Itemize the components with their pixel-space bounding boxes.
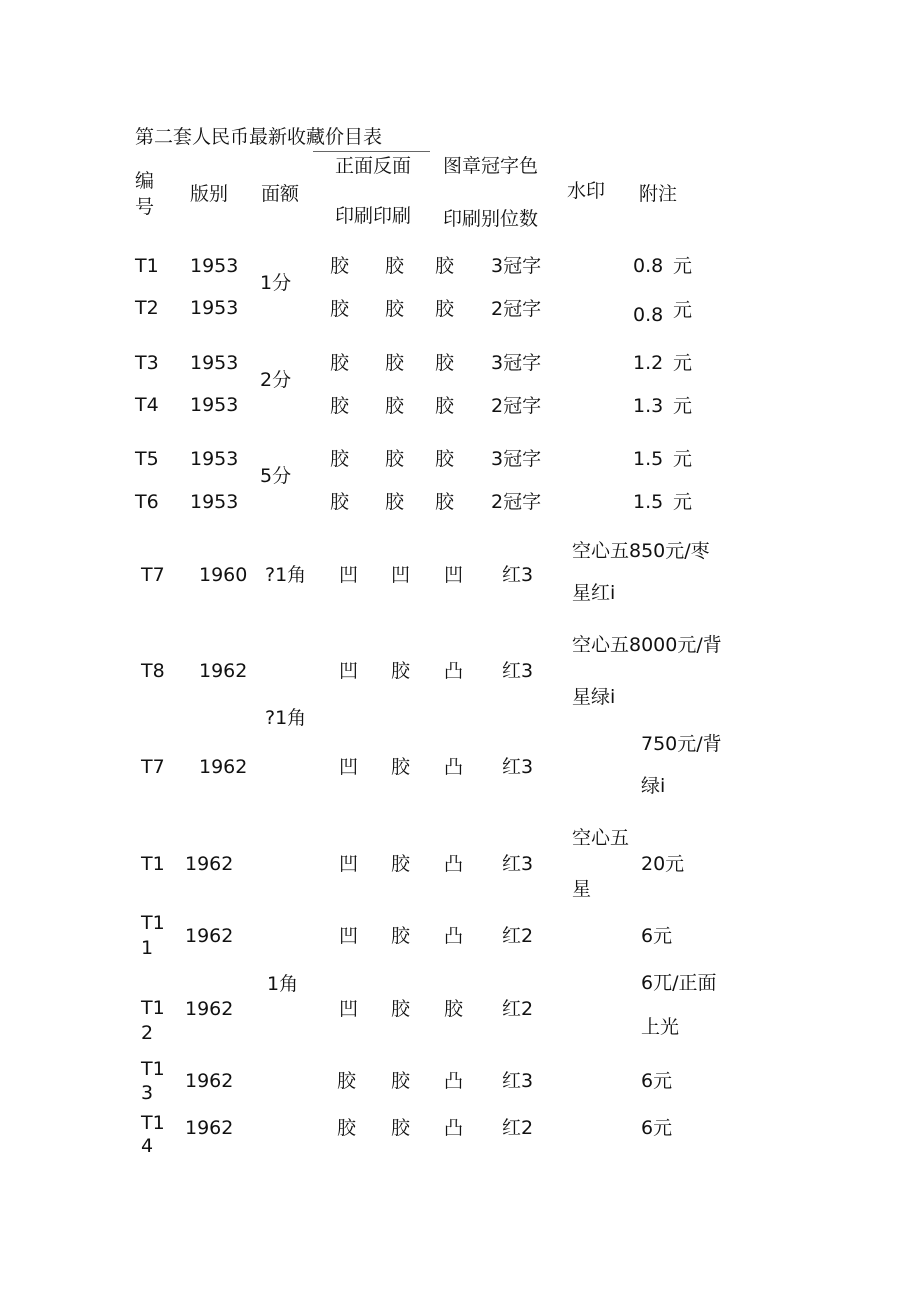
cell-edition: 1962 <box>185 925 234 947</box>
cell-no: T3 <box>135 352 159 374</box>
cell-back: 胶 <box>385 298 405 320</box>
cell-unit: 元 <box>673 255 693 277</box>
cell-front: 凹 <box>339 660 359 682</box>
cell-prefix: 红3 <box>502 853 534 875</box>
cell-value: 1.5 <box>633 491 664 513</box>
cell-no: T7 <box>141 564 165 586</box>
cell-front: 胶 <box>330 352 350 374</box>
cell-note: 6元 <box>641 925 673 947</box>
denomination-2fen: 2分 <box>260 369 292 391</box>
cell-no: T7 <box>141 756 165 778</box>
cell-prefix: 红3 <box>502 1070 534 1092</box>
cell-back: 胶 <box>391 998 411 1020</box>
cell-seal: 胶 <box>435 298 455 320</box>
cell-front: 胶 <box>330 491 350 513</box>
cell-note-line2: 星红i <box>572 582 616 604</box>
cell-edition: 1953 <box>190 394 239 416</box>
cell-prefix: 3冠字 <box>491 352 542 374</box>
cell-back: 凹 <box>391 564 411 586</box>
cell-no: T1 <box>141 853 165 875</box>
cell-unit: 元 <box>673 352 693 374</box>
cell-no-line1: T1 <box>141 1058 165 1080</box>
cell-note-line1: 空心五850元/枣 <box>572 540 710 562</box>
cell-seal: 凸 <box>444 925 464 947</box>
cell-seal: 胶 <box>435 491 455 513</box>
cell-prefix: 2冠字 <box>491 298 542 320</box>
cell-no-clipped <box>130 1108 170 1157</box>
cell-value: 0.8 <box>633 304 664 326</box>
cell-back: 胶 <box>385 395 405 417</box>
cell-note: 6元 <box>641 1117 673 1139</box>
cell-value: 1.2 <box>633 352 664 374</box>
cell-edition: 1962 <box>199 756 248 778</box>
cell-value: 1.5 <box>633 448 664 470</box>
page-title: 第二套人民币最新收藏价目表 <box>135 126 383 148</box>
cell-edition: 1953 <box>190 297 239 319</box>
cell-prefix: 3冠字 <box>491 448 542 470</box>
header-denomination: 面额 <box>261 183 300 205</box>
cell-value: 1.3 <box>633 395 664 417</box>
cell-no: T2 <box>135 297 159 319</box>
cell-prefix: 红2 <box>502 1117 534 1139</box>
cell-value: 0.8 <box>633 255 664 277</box>
cell-edition: 1962 <box>199 660 248 682</box>
cell-back: 胶 <box>391 925 411 947</box>
cell-edition: 1953 <box>190 255 239 277</box>
cell-no-line1: T1 <box>141 912 165 934</box>
cell-note: 20元 <box>641 853 685 875</box>
cell-denomination: ?1角 <box>265 564 307 586</box>
cell-seal: 凸 <box>444 1070 464 1092</box>
header-edition: 版别 <box>190 183 229 205</box>
cell-unit: 元 <box>673 448 693 470</box>
cell-no-line2: 3 <box>141 1082 154 1104</box>
cell-front: 凹 <box>339 998 359 1020</box>
cell-no-line2: 1 <box>141 937 154 959</box>
cell-no-line2: 2 <box>141 1022 154 1044</box>
cell-edition: 1953 <box>190 448 239 470</box>
cell-front: 胶 <box>330 395 350 417</box>
cell-front: 胶 <box>337 1070 357 1092</box>
header-seal-prefix-top: 图章冠字色 <box>443 155 539 177</box>
cell-no: T6 <box>135 491 159 513</box>
cell-unit: 元 <box>673 395 693 417</box>
cell-back: 胶 <box>391 1117 411 1139</box>
cell-prefix: 红3 <box>502 756 534 778</box>
cell-prefix: 红2 <box>502 998 534 1020</box>
cell-watermark-line1: 空心五 <box>572 827 630 849</box>
cell-seal: 凸 <box>444 660 464 682</box>
cell-seal: 胶 <box>435 448 455 470</box>
cell-note-line1: 750元/背 <box>641 733 722 755</box>
cell-note-line2: 绿i <box>641 775 666 797</box>
header-watermark: 水印 <box>567 180 606 202</box>
cell-no: T8 <box>141 660 165 682</box>
cell-edition: 1960 <box>199 564 248 586</box>
cell-edition: 1962 <box>185 998 234 1020</box>
denomination-1fen: 1分 <box>260 272 292 294</box>
cell-back: 胶 <box>391 1070 411 1092</box>
header-no-line1: 编 <box>135 170 155 192</box>
cell-front: 凹 <box>339 925 359 947</box>
cell-seal: 凹 <box>444 564 464 586</box>
cell-front: 胶 <box>330 298 350 320</box>
cell-back: 胶 <box>391 853 411 875</box>
cell-prefix: 红3 <box>502 660 534 682</box>
cell-prefix: 2冠字 <box>491 395 542 417</box>
cell-note-line1: 空心五8000元/背 <box>572 634 722 656</box>
cell-front: 胶 <box>337 1117 357 1139</box>
cell-edition: 1953 <box>190 491 239 513</box>
cell-note-line2: 上光 <box>641 1016 680 1038</box>
cell-edition: 1962 <box>185 1070 234 1092</box>
denomination-1jiao-q: ?1角 <box>265 707 307 729</box>
header-seal-prefix-bottom: 印刷别位数 <box>443 208 539 230</box>
cell-seal: 胶 <box>435 352 455 374</box>
header-front-back-top: 正面反面 <box>335 155 412 177</box>
cell-edition: 1962 <box>185 853 234 875</box>
cell-front: 胶 <box>330 448 350 470</box>
cell-no: T4 <box>135 394 159 416</box>
cell-front: 凹 <box>339 756 359 778</box>
cell-back: 胶 <box>385 352 405 374</box>
cell-no: T5 <box>135 448 159 470</box>
cell-no-line1: T1 <box>141 1112 165 1134</box>
cell-front: 胶 <box>330 255 350 277</box>
cell-unit: 元 <box>673 299 693 321</box>
header-no-line2: 号 <box>135 196 155 218</box>
cell-prefix: 2冠字 <box>491 491 542 513</box>
cell-prefix: 红2 <box>502 925 534 947</box>
cell-front: 凹 <box>339 564 359 586</box>
cell-edition: 1953 <box>190 352 239 374</box>
denomination-1jiao: 1角 <box>267 973 299 995</box>
cell-back: 胶 <box>391 660 411 682</box>
cell-seal: 胶 <box>435 395 455 417</box>
header-notes: 附注 <box>639 183 678 205</box>
cell-back: 胶 <box>385 448 405 470</box>
title-underline <box>313 151 430 152</box>
cell-seal: 凸 <box>444 756 464 778</box>
cell-no-line1: T1 <box>141 997 165 1019</box>
cell-seal: 凸 <box>444 853 464 875</box>
cell-prefix: 3冠字 <box>491 255 542 277</box>
cell-no-line2: 4 <box>141 1135 154 1157</box>
cell-note-line1: 6兀/正面 <box>641 972 717 994</box>
cell-edition: 1962 <box>185 1117 234 1139</box>
cell-prefix: 红3 <box>502 564 534 586</box>
cell-seal: 凸 <box>444 1117 464 1139</box>
denomination-5fen: 5分 <box>260 465 292 487</box>
cell-back: 胶 <box>391 756 411 778</box>
cell-note: 6元 <box>641 1070 673 1092</box>
cell-front: 凹 <box>339 853 359 875</box>
cell-note-line2: 星绿i <box>572 686 616 708</box>
cell-unit: 元 <box>673 491 693 513</box>
cell-watermark-line2: 星 <box>572 878 592 900</box>
cell-back: 胶 <box>385 491 405 513</box>
cell-seal: 胶 <box>444 998 464 1020</box>
cell-back: 胶 <box>385 255 405 277</box>
header-front-back-bottom: 印刷印刷 <box>335 205 412 227</box>
cell-seal: 胶 <box>435 255 455 277</box>
cell-no: T1 <box>135 255 159 277</box>
